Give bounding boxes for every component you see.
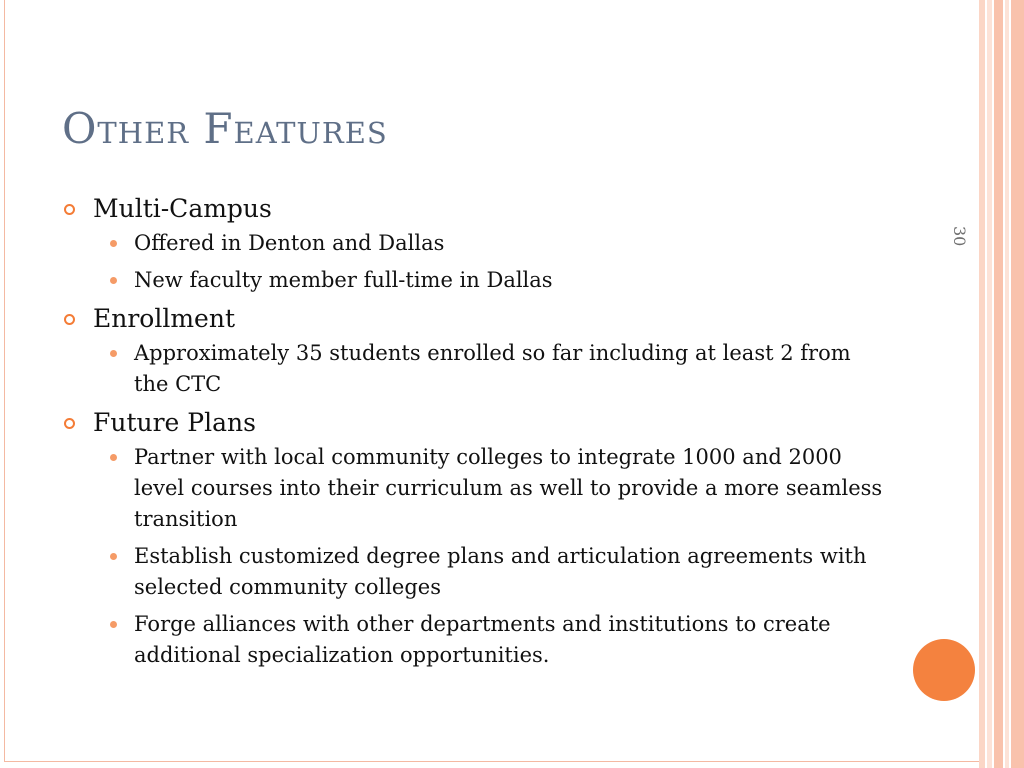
section-heading-future-plans	[64, 406, 884, 440]
decorative-stripe	[994, 0, 1003, 768]
decorative-stripe	[1005, 0, 1009, 768]
list-item	[64, 541, 884, 603]
slide-content	[64, 186, 884, 677]
slide-title: Other Features	[62, 104, 388, 153]
section-heading-enrollment	[64, 302, 884, 336]
list-item-text: Approximately 35 students enrolled so far including at least 2 from the CTC	[134, 341, 851, 396]
section-heading-text: Future Plans	[93, 408, 256, 437]
list-item	[64, 442, 884, 535]
dot-bullet-icon	[110, 240, 117, 247]
bullet-list	[64, 442, 884, 671]
dot-bullet-icon	[110, 621, 117, 628]
list-item-text: New faculty member full-time in Dallas	[134, 268, 553, 292]
list-item-text: Establish customized degree plans and articulation agreements with selected community colleges	[134, 544, 867, 599]
list-item-text: Offered in Denton and Dallas	[134, 231, 445, 255]
ring-bullet-icon	[64, 314, 75, 325]
dot-bullet-icon	[110, 277, 117, 284]
section-heading-text: Multi-Campus	[93, 194, 272, 223]
list-item	[64, 609, 884, 671]
ring-bullet-icon	[64, 418, 75, 429]
ring-bullet-icon	[64, 204, 75, 215]
slide-number: 30	[950, 226, 969, 247]
decorative-stripe	[1011, 0, 1024, 768]
dot-bullet-icon	[110, 350, 117, 357]
decorative-stripe	[979, 0, 985, 768]
list-item-text: Forge alliances with other departments and institutions to create additional specialization opportunities.	[134, 612, 831, 667]
dot-bullet-icon	[110, 553, 117, 560]
dot-bullet-icon	[110, 454, 117, 461]
section-heading-text: Enrollment	[93, 304, 235, 333]
bullet-list	[64, 228, 884, 296]
list-item	[64, 338, 884, 400]
decorative-circle	[913, 639, 975, 701]
list-item	[64, 228, 884, 259]
section-heading-multi-campus	[64, 192, 884, 226]
list-item-text: Partner with local community colleges to integrate 1000 and 2000 level courses into their curriculum as well to provide a more seamless transition	[134, 445, 883, 531]
decorative-stripe	[987, 0, 992, 768]
list-item	[64, 265, 884, 296]
bullet-list	[64, 338, 884, 400]
